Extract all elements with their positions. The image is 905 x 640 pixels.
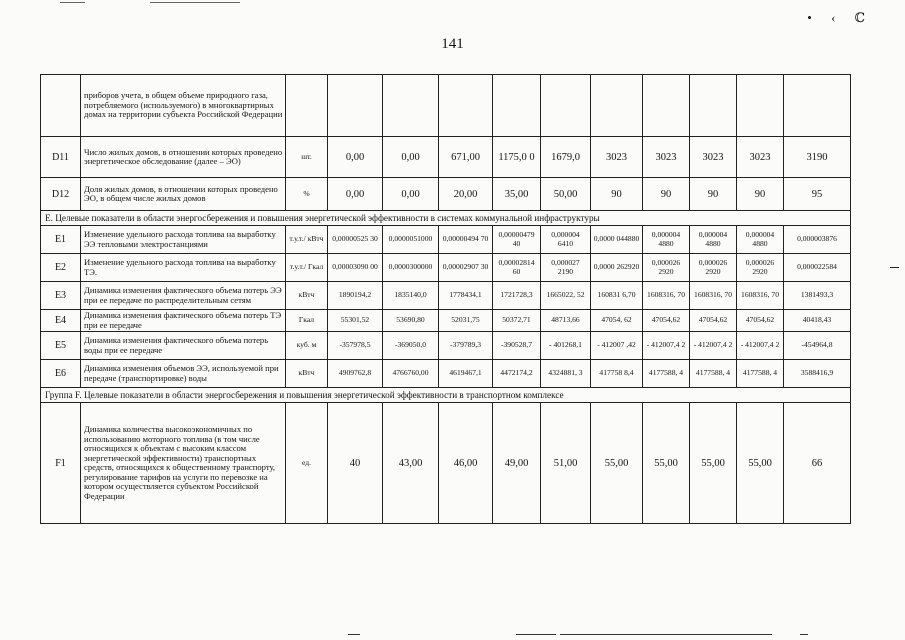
value-cell: 0,000026 2920 (737, 254, 784, 282)
indicator-table (40, 74, 851, 524)
value-cell: - 412007 ,42 (591, 332, 643, 360)
section-f (41, 388, 851, 403)
value-cell: 0,00002814 60 (493, 254, 541, 282)
value-cell: 1778434,1 (439, 282, 493, 310)
value-cell: 49,00 (493, 403, 541, 524)
row-unit: т.у.т./ Гкал (286, 254, 328, 282)
row-description: Динамика изменения фактического объема потерь ЭЭ при ее передаче по распределительным сетям (81, 282, 286, 310)
row-code: E3 (41, 282, 81, 310)
value-cell: 47054,62 (737, 310, 784, 332)
row-unit: шт. (286, 137, 328, 178)
value-cell: 55,00 (690, 403, 737, 524)
table-body-e (41, 226, 851, 388)
value-cell: 0,0000300000 (383, 254, 439, 282)
value-cell: 35,00 (493, 178, 541, 211)
value-cell: 1608316, 70 (737, 282, 784, 310)
corner-mark: • ‹ ℂ (807, 10, 873, 25)
table-body-f (41, 403, 851, 524)
row-description: приборов учета, в общем объеме природного газа, потребляемого (используемого) в многоквартирных домах на территории субъекта Российской Федерации (81, 75, 286, 137)
table-row (41, 75, 851, 137)
value-cell: 40418,43 (784, 310, 851, 332)
value-cell (541, 75, 591, 137)
value-cell (383, 75, 439, 137)
top-scan-line (60, 2, 85, 3)
table-row (41, 310, 851, 332)
value-cell: 0,00000525 30 (328, 226, 383, 254)
value-cell: 0,000003876 (784, 226, 851, 254)
row-unit: т.у.т./ кВтч (286, 226, 328, 254)
value-cell: 3190 (784, 137, 851, 178)
value-cell: 1835140,0 (383, 282, 439, 310)
value-cell (784, 75, 851, 137)
value-cell: 55301,52 (328, 310, 383, 332)
value-cell: 50372,71 (493, 310, 541, 332)
value-cell: 0,00 (383, 178, 439, 211)
value-cell: -369050,0 (383, 332, 439, 360)
bottom-scan-line (560, 634, 772, 635)
value-cell: 0,000027 2190 (541, 254, 591, 282)
value-cell: 43,00 (383, 403, 439, 524)
value-cell: 52031,75 (439, 310, 493, 332)
value-cell: 90 (690, 178, 737, 211)
value-cell: 4324881, 3 (541, 360, 591, 388)
value-cell: 4177588, 4 (690, 360, 737, 388)
row-description: Динамика количества высокоэкономичных по использованию моторного топлива (в том числе относящихся к объектам с высоким классом энергетической эффективности) транспортных средств, относящихся к общественному транспорту, регулирование тарифов на услуги по перевозке на котором осуществляется субъектом Российской Федерации (81, 403, 286, 524)
value-cell: 95 (784, 178, 851, 211)
value-cell: 47054,62 (643, 310, 690, 332)
value-cell: -454964,8 (784, 332, 851, 360)
value-cell: 1890194,2 (328, 282, 383, 310)
value-cell: 4472174,2 (493, 360, 541, 388)
value-cell: - 401268,1 (541, 332, 591, 360)
value-cell: 0,0000 044880 (591, 226, 643, 254)
row-unit: кВтч (286, 282, 328, 310)
table-row (41, 360, 851, 388)
value-cell: 1608316, 70 (690, 282, 737, 310)
value-cell: - 412007,4 2 (643, 332, 690, 360)
value-cell: 51,00 (541, 403, 591, 524)
value-cell: 47054, 62 (591, 310, 643, 332)
row-unit: кВтч (286, 360, 328, 388)
table-row (41, 226, 851, 254)
value-cell: 0,00002907 30 (439, 254, 493, 282)
value-cell: 55,00 (737, 403, 784, 524)
row-code: F1 (41, 403, 81, 524)
value-cell (439, 75, 493, 137)
value-cell: 0,000026 2920 (690, 254, 737, 282)
value-cell: 0,0000051000 (383, 226, 439, 254)
value-cell: 4619467,1 (439, 360, 493, 388)
value-cell: 55,00 (591, 403, 643, 524)
value-cell: 1175,0 0 (493, 137, 541, 178)
value-cell: 4766760,00 (383, 360, 439, 388)
value-cell: 3588416,9 (784, 360, 851, 388)
table-row (41, 403, 851, 524)
value-cell: - 412007,4 2 (737, 332, 784, 360)
value-cell: 53690,80 (383, 310, 439, 332)
value-cell: 90 (591, 178, 643, 211)
page-number: 141 (441, 36, 464, 52)
row-unit: Гкал (286, 310, 328, 332)
value-cell: 4177588, 4 (737, 360, 784, 388)
row-description: Динамика изменения фактического объема потерь ТЭ при ее передаче (81, 310, 286, 332)
value-cell: 47054,62 (690, 310, 737, 332)
table-row (41, 332, 851, 360)
bottom-scan-line (800, 634, 808, 635)
value-cell: -379789,3 (439, 332, 493, 360)
value-cell (643, 75, 690, 137)
table-row (41, 137, 851, 178)
row-code: D11 (41, 137, 81, 178)
value-cell (591, 75, 643, 137)
value-cell: 0,00000494 70 (439, 226, 493, 254)
value-cell: - 412007,4 2 (690, 332, 737, 360)
value-cell: 0,00003090 00 (328, 254, 383, 282)
value-cell (737, 75, 784, 137)
value-cell: 50,00 (541, 178, 591, 211)
value-cell: 55,00 (643, 403, 690, 524)
value-cell: 671,00 (439, 137, 493, 178)
table-row (41, 282, 851, 310)
value-cell: 66 (784, 403, 851, 524)
value-cell: -390528,7 (493, 332, 541, 360)
value-cell: 0,000004 4880 (690, 226, 737, 254)
section-e (41, 211, 851, 226)
value-cell: 46,00 (439, 403, 493, 524)
value-cell: 0,00 (328, 178, 383, 211)
table-row (41, 254, 851, 282)
value-cell: 1608316, 70 (643, 282, 690, 310)
value-cell: 3023 (643, 137, 690, 178)
edge-mark (890, 267, 899, 268)
value-cell: 0,00 (328, 137, 383, 178)
row-unit (286, 75, 328, 137)
value-cell: 90 (643, 178, 690, 211)
value-cell: 0,000004 6410 (541, 226, 591, 254)
value-cell: 0,000004 4880 (737, 226, 784, 254)
value-cell: 0,00 (383, 137, 439, 178)
value-cell: 4909762,8 (328, 360, 383, 388)
row-description: Динамика изменения фактического объема потерь воды при ее передаче (81, 332, 286, 360)
row-description: Доля жилых домов, в отношении которых проведено ЭО, в общем числе жилых домов (81, 178, 286, 211)
row-code (41, 75, 81, 137)
table-row (41, 178, 851, 211)
row-unit: ед. (286, 403, 328, 524)
section-e-heading: Е. Целевые показатели в области энергосбережения и повышения энергетической эффективности в системах коммунальной инфраструктуры (41, 211, 851, 226)
value-cell (328, 75, 383, 137)
value-cell: 0,000004 4880 (643, 226, 690, 254)
value-cell (690, 75, 737, 137)
row-description: Изменение удельного расхода топлива на выработку ЭЭ тепловыми электростанциями (81, 226, 286, 254)
value-cell: 48713,66 (541, 310, 591, 332)
value-cell: 0,000022584 (784, 254, 851, 282)
value-cell (493, 75, 541, 137)
value-cell: 0,000026 2920 (643, 254, 690, 282)
value-cell: 4177588, 4 (643, 360, 690, 388)
value-cell: 40 (328, 403, 383, 524)
row-code: D12 (41, 178, 81, 211)
row-unit: % (286, 178, 328, 211)
top-scan-line (150, 2, 240, 3)
row-unit: куб. м (286, 332, 328, 360)
value-cell: 0,00000479 40 (493, 226, 541, 254)
value-cell: 3023 (690, 137, 737, 178)
row-code: E4 (41, 310, 81, 332)
value-cell: 3023 (591, 137, 643, 178)
table-body-top (41, 75, 851, 211)
value-cell: 3023 (737, 137, 784, 178)
row-description: Число жилых домов, в отношении которых проведено энергетическое обследование (далее – ЭО) (81, 137, 286, 178)
value-cell: 1679,0 (541, 137, 591, 178)
value-cell: 1381493,3 (784, 282, 851, 310)
row-code: E2 (41, 254, 81, 282)
value-cell: 160831 6,70 (591, 282, 643, 310)
row-description: Изменение удельного расхода топлива на выработку ТЭ. (81, 254, 286, 282)
value-cell: 20,00 (439, 178, 493, 211)
value-cell: 1665022, 52 (541, 282, 591, 310)
value-cell: 0,0000 262920 (591, 254, 643, 282)
row-description: Динамика изменения объемов ЭЭ, используемой при передаче (транспортировке) воды (81, 360, 286, 388)
value-cell: 417758 8,4 (591, 360, 643, 388)
bottom-scan-line (348, 634, 360, 635)
value-cell: -357978,5 (328, 332, 383, 360)
row-code: E1 (41, 226, 81, 254)
row-code: E6 (41, 360, 81, 388)
value-cell: 1721728,3 (493, 282, 541, 310)
row-code: E5 (41, 332, 81, 360)
value-cell: 90 (737, 178, 784, 211)
bottom-scan-line (516, 634, 556, 635)
section-f-heading: Группа F. Целевые показатели в области энергосбережения и повышения энергетической эффективности в транспортном комплексе (41, 388, 851, 403)
